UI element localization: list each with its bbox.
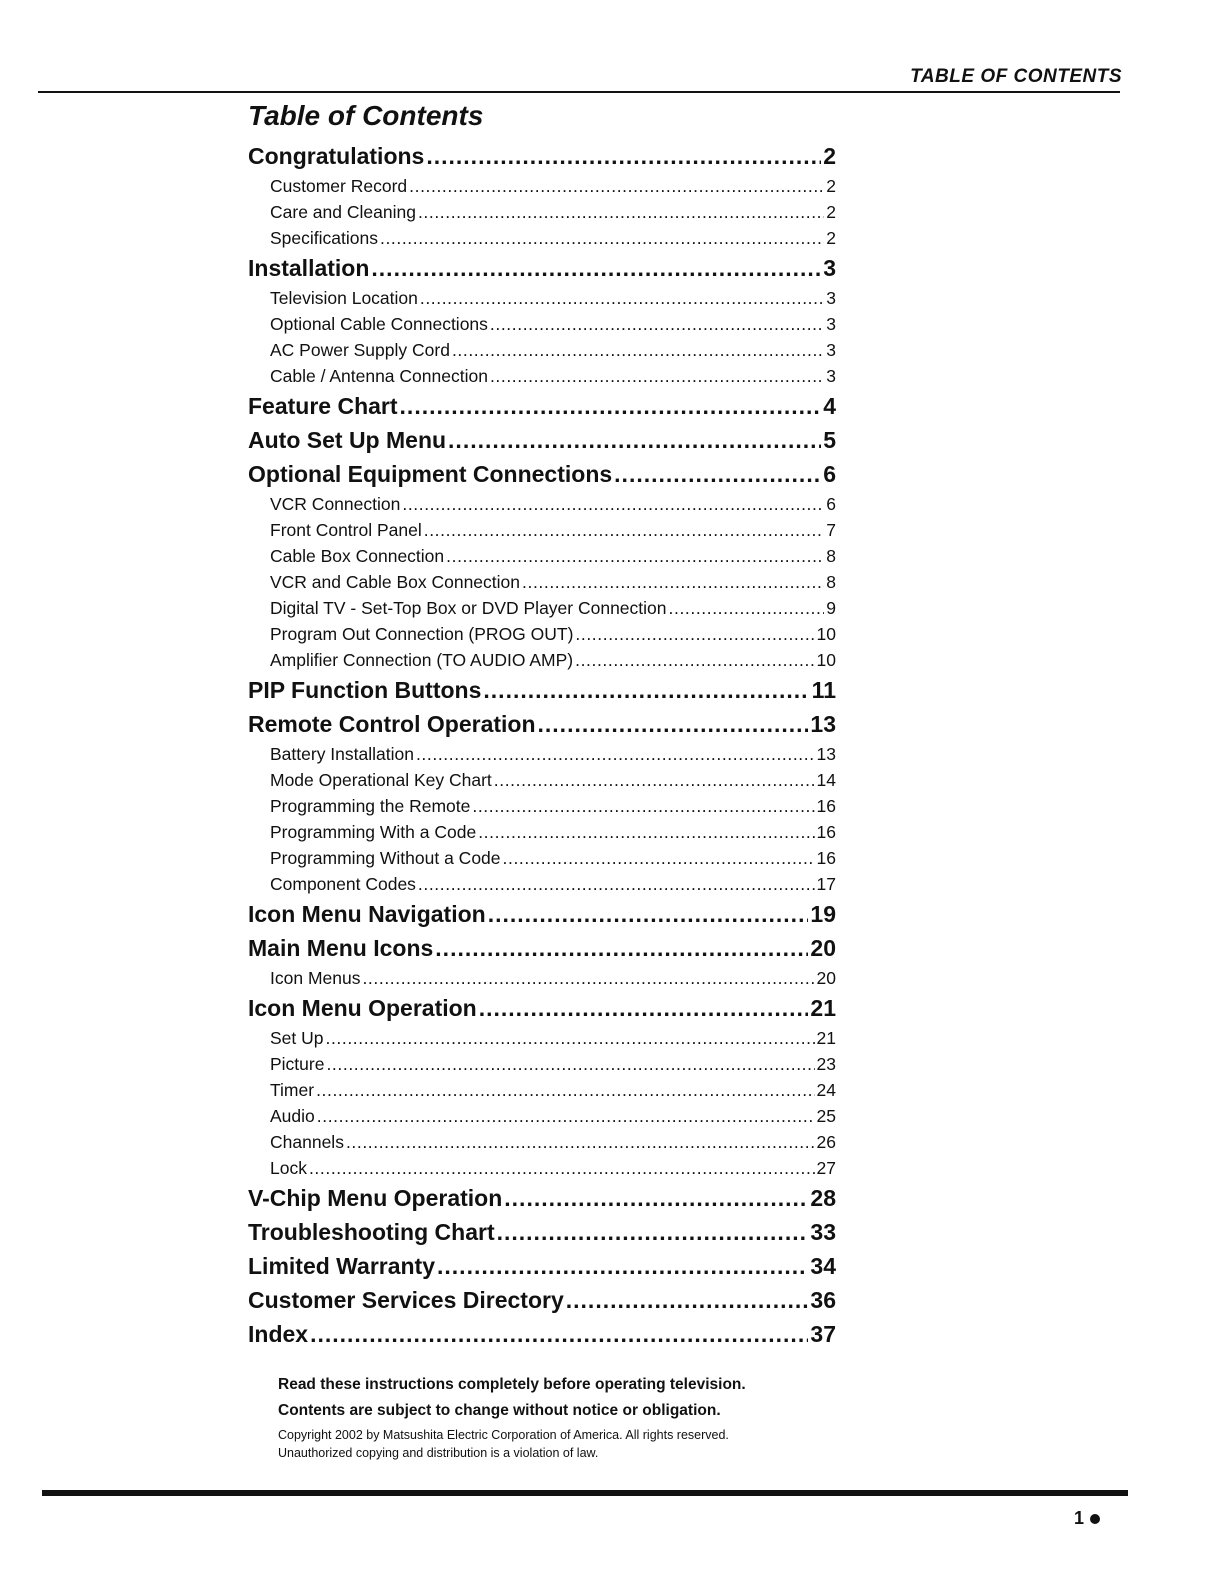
toc-entry-label: Optional Cable Connections — [270, 314, 488, 334]
dot-leader — [424, 518, 825, 542]
dot-leader — [478, 820, 814, 844]
toc-entry-page: 19 — [810, 901, 836, 927]
dot-leader — [409, 174, 824, 198]
toc-entry-page: 21 — [810, 995, 836, 1021]
dot-leader — [416, 742, 815, 766]
toc-entry-label: Icon Menu Operation — [248, 995, 477, 1021]
toc-section — [248, 898, 836, 932]
toc-entry-label: Battery Installation — [270, 744, 414, 764]
toc-entry-page: 20 — [816, 968, 836, 988]
toc-entry-label: Digital TV - Set-Top Box or DVD Player Connection — [270, 598, 667, 618]
toc-subsection — [248, 570, 836, 596]
dot-leader — [483, 676, 809, 704]
toc-entry-page: 23 — [816, 1054, 836, 1074]
dot-leader — [326, 1052, 814, 1076]
toc-entry-label: Cable / Antenna Connection — [270, 366, 488, 386]
dot-leader — [669, 596, 825, 620]
dot-leader — [448, 426, 821, 454]
toc-subsection — [248, 1104, 836, 1130]
toc-entry-page: 9 — [826, 598, 836, 618]
toc-section — [248, 458, 836, 492]
toc-entry-label: Icon Menu Navigation — [248, 901, 486, 927]
toc-entry-page: 8 — [826, 546, 836, 566]
dot-leader — [504, 1184, 808, 1212]
dot-leader — [503, 846, 815, 870]
toc-entry-label: Amplifier Connection (TO AUDIO AMP) — [270, 650, 574, 670]
toc-subsection — [248, 768, 836, 794]
toc-entry-label: Timer — [270, 1080, 315, 1100]
toc-entry-label: Feature Chart — [248, 393, 398, 419]
toc-entry-label: Cable Box Connection — [270, 546, 445, 566]
dot-leader — [490, 312, 824, 336]
dot-leader — [371, 254, 821, 282]
dot-leader — [538, 710, 809, 738]
toc-section — [248, 252, 836, 286]
toc-subsection — [248, 1156, 836, 1182]
dot-leader — [418, 872, 815, 896]
toc-entry-page: 10 — [816, 650, 836, 670]
toc-entry-page: 13 — [810, 711, 836, 737]
toc-subsection — [248, 226, 836, 252]
dot-leader — [346, 1130, 815, 1154]
toc-entry-page: 2 — [826, 176, 836, 196]
toc-section — [248, 1182, 836, 1216]
toc-section — [248, 424, 836, 458]
bottom-rule — [42, 1490, 1128, 1496]
toc-entry-page: 28 — [810, 1185, 836, 1211]
toc-entry-label: Programming With a Code — [270, 822, 477, 842]
toc-entry-label: Front Control Panel — [270, 520, 422, 540]
toc-entry-label: Customer Record — [270, 176, 408, 196]
toc-entry-page: 5 — [823, 427, 836, 453]
toc-section — [248, 390, 836, 424]
dot-leader — [402, 492, 824, 516]
toc-entry-label: V-Chip Menu Operation — [248, 1185, 503, 1211]
dot-leader — [490, 364, 824, 388]
toc-subsection — [248, 338, 836, 364]
toc-section — [248, 1284, 836, 1318]
toc-entry-label: Mode Operational Key Chart — [270, 770, 492, 790]
toc-entry-page: 2 — [826, 202, 836, 222]
toc-entry-page: 3 — [826, 288, 836, 308]
toc-entry-page: 2 — [826, 228, 836, 248]
toc-subsection — [248, 312, 836, 338]
toc-entry-label: Component Codes — [270, 874, 416, 894]
toc-subsection — [248, 492, 836, 518]
toc-entry-label: Optional Equipment Connections — [248, 461, 613, 487]
dot-leader — [362, 966, 814, 990]
toc-entry-label: Program Out Connection (PROG OUT) — [270, 624, 574, 644]
toc-subsection — [248, 820, 836, 846]
toc-entry-page: 16 — [816, 848, 836, 868]
toc-subsection — [248, 364, 836, 390]
toc-entry-label: Channels — [270, 1132, 344, 1152]
page-number-value: 1 — [1073, 1508, 1084, 1528]
toc-entry-page: 16 — [816, 822, 836, 842]
toc-subsection — [248, 1078, 836, 1104]
toc-entry-page: 37 — [810, 1321, 836, 1347]
toc-entry-page: 6 — [826, 494, 836, 514]
toc-entry-page: 11 — [811, 677, 836, 703]
toc-subsection — [248, 1026, 836, 1052]
dot-leader — [488, 900, 809, 928]
toc-entry-page: 13 — [816, 744, 836, 764]
dot-leader — [479, 994, 809, 1022]
toc-entry-page: 33 — [810, 1219, 836, 1245]
dot-leader — [494, 768, 815, 792]
toc-subsection — [248, 596, 836, 622]
dot-leader — [435, 934, 808, 962]
toc-entry-label: Programming Without a Code — [270, 848, 501, 868]
running-head: TABLE OF CONTENTS — [910, 66, 1122, 87]
toc-entry-label: Congratulations — [248, 143, 425, 169]
toc-subsection — [248, 846, 836, 872]
toc-entry-label: Auto Set Up Menu — [248, 427, 447, 453]
toc-entry-label: VCR and Cable Box Connection — [270, 572, 521, 592]
toc-subsection — [248, 1130, 836, 1156]
page-number — [1074, 1508, 1100, 1529]
toc-entry-page: 3 — [826, 314, 836, 334]
page-title: Table of Contents — [248, 100, 484, 131]
dot-leader — [310, 1320, 808, 1348]
toc-entry-label: Television Location — [270, 288, 418, 308]
toc-entry-page: 34 — [810, 1253, 836, 1279]
toc-subsection — [248, 872, 836, 898]
dot-leader — [566, 1286, 809, 1314]
toc-subsection — [248, 794, 836, 820]
toc-entry-label: Main Menu Icons — [248, 935, 434, 961]
toc-entry-page: 4 — [823, 393, 836, 419]
copyright-warning: Unauthorized copying and distribution is a violation of law. — [278, 1446, 599, 1460]
toc-entry-label: Programming the Remote — [270, 796, 471, 816]
toc-section — [248, 1250, 836, 1284]
dot-leader — [614, 460, 821, 488]
top-rule — [38, 91, 1120, 93]
toc-subsection — [248, 622, 836, 648]
toc-subsection — [248, 742, 836, 768]
toc-entry-label: Customer Services Directory — [248, 1287, 564, 1313]
dot-leader — [316, 1078, 814, 1102]
toc-section — [248, 140, 836, 174]
toc-entry-label: PIP Function Buttons — [248, 677, 482, 703]
copyright-line: Copyright 2002 by Matsushita Electric Corporation of America. All rights reserved. — [278, 1428, 729, 1442]
toc-entry-label: Limited Warranty — [248, 1253, 436, 1279]
toc-section — [248, 1318, 836, 1352]
toc-entry-page: 7 — [826, 520, 836, 540]
dot-leader — [400, 392, 822, 420]
toc-entry-label: Specifications — [270, 228, 378, 248]
toc-section — [248, 674, 836, 708]
toc-entry-page: 10 — [816, 624, 836, 644]
dot-leader — [472, 794, 814, 818]
toc-entry-label: Index — [248, 1321, 309, 1347]
toc-subsection — [248, 286, 836, 312]
toc-section — [248, 708, 836, 742]
toc-entry-page: 26 — [816, 1132, 836, 1152]
toc-subsection — [248, 1052, 836, 1078]
notice-instructions: Read these instructions completely before operating television. — [278, 1376, 746, 1393]
dot-leader — [309, 1156, 815, 1180]
toc-entry-page: 3 — [823, 255, 836, 281]
toc-entry-label: Lock — [270, 1158, 307, 1178]
notice-block — [278, 1374, 746, 1462]
toc-section — [248, 1216, 836, 1250]
dot-leader — [437, 1252, 808, 1280]
toc-entry-page: 16 — [816, 796, 836, 816]
dot-leader — [418, 200, 824, 224]
dot-leader — [380, 226, 824, 250]
dot-leader — [575, 622, 814, 646]
toc-subsection — [248, 648, 836, 674]
toc-entry-page: 17 — [816, 874, 836, 894]
toc-subsection — [248, 174, 836, 200]
toc-entry-label: Troubleshooting Chart — [248, 1219, 495, 1245]
toc-entry-page: 25 — [816, 1106, 836, 1126]
toc-entry-label: Picture — [270, 1054, 325, 1074]
dot-leader — [497, 1218, 809, 1246]
dot-leader — [452, 338, 824, 362]
dot-leader — [575, 648, 814, 672]
toc-entry-label: VCR Connection — [270, 494, 401, 514]
toc-entry-page: 36 — [810, 1287, 836, 1313]
toc-subsection — [248, 518, 836, 544]
toc-entry-page: 14 — [816, 770, 836, 790]
toc-entry-label: Set Up — [270, 1028, 324, 1048]
toc-entry-page: 20 — [810, 935, 836, 961]
toc-entry-page: 2 — [823, 143, 836, 169]
toc-entry-page: 3 — [826, 366, 836, 386]
dot-leader — [420, 286, 824, 310]
dot-leader — [317, 1104, 815, 1128]
dot-leader — [326, 1026, 815, 1050]
dot-leader — [426, 142, 821, 170]
toc-entry-page: 8 — [826, 572, 836, 592]
table-of-contents — [248, 140, 836, 1352]
toc-entry-label: AC Power Supply Cord — [270, 340, 450, 360]
dot-leader — [446, 544, 824, 568]
toc-entry-page: 21 — [816, 1028, 836, 1048]
toc-subsection — [248, 966, 836, 992]
notice-change: Contents are subject to change without notice or obligation. — [278, 1402, 721, 1419]
toc-subsection — [248, 200, 836, 226]
toc-entry-page: 6 — [823, 461, 836, 487]
toc-entry-label: Installation — [248, 255, 370, 281]
toc-entry-label: Audio — [270, 1106, 315, 1126]
toc-section — [248, 992, 836, 1026]
toc-entry-page: 27 — [816, 1158, 836, 1178]
toc-entry-label: Care and Cleaning — [270, 202, 416, 222]
toc-section — [248, 932, 836, 966]
toc-entry-page: 24 — [816, 1080, 836, 1100]
toc-entry-label: Remote Control Operation — [248, 711, 536, 737]
toc-entry-page: 3 — [826, 340, 836, 360]
toc-entry-label: Icon Menus — [270, 968, 361, 988]
bullet-icon — [1090, 1514, 1100, 1524]
dot-leader — [522, 570, 824, 594]
toc-subsection — [248, 544, 836, 570]
